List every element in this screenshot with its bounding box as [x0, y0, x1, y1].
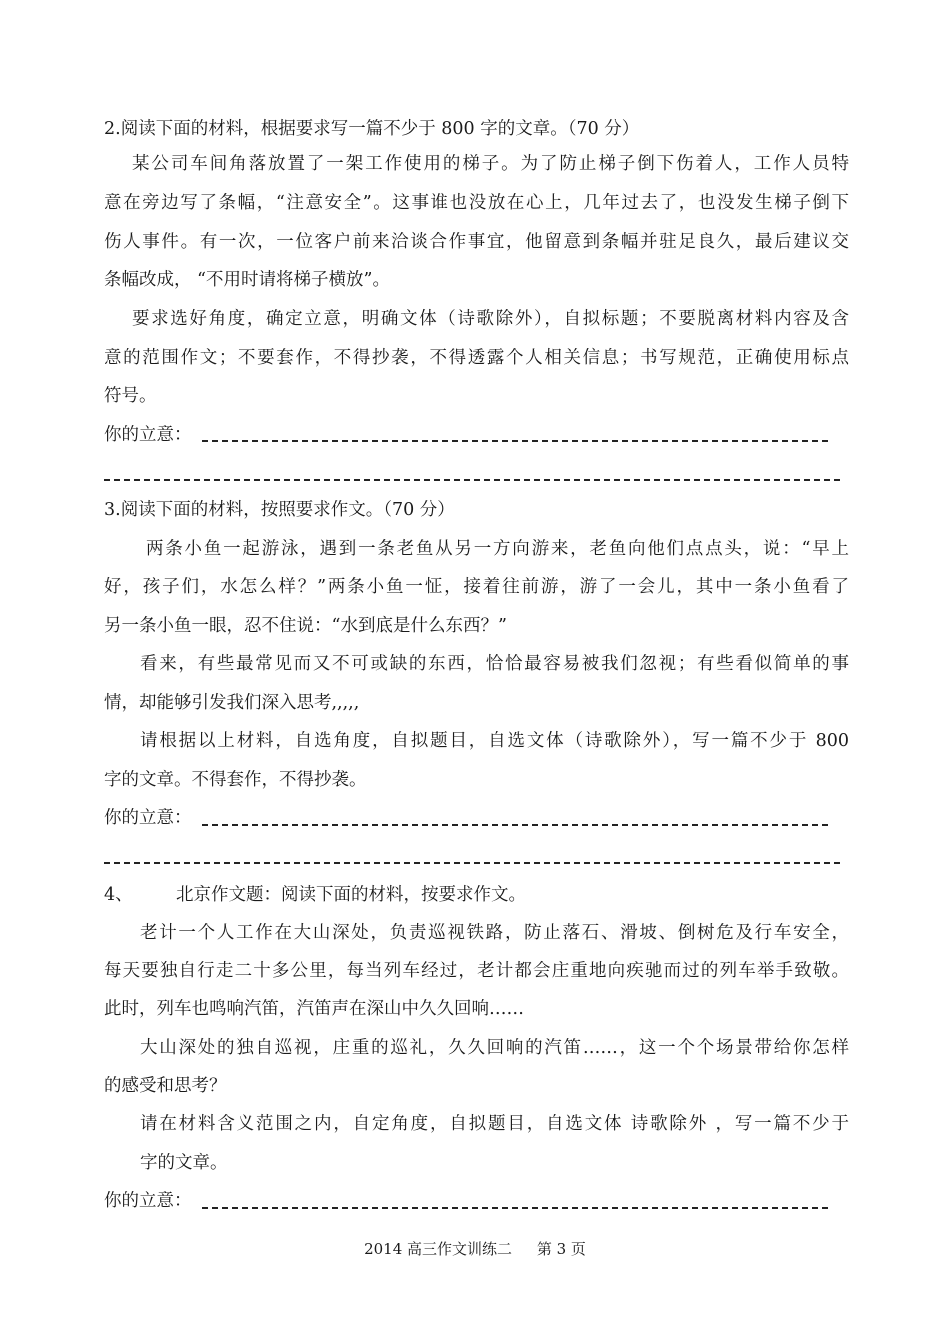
page-footer	[0, 1238, 950, 1260]
q3-material-line: 另一条小鱼一眼，忍不住说：“水到底是什么东西？”	[104, 616, 507, 636]
q3-material-line: 情，却能够引发我们深入思考,,,,,	[104, 693, 360, 713]
q2-requirement-line: 要求选好角度，确定立意，明确文体（诗歌除外），自拟标题；不要脱离材料内容及含	[132, 309, 849, 329]
q4-material-line: 老计一个人工作在大山深处，负责巡视铁路，防止落石、滑坡、倒树危及行车安全，	[140, 923, 849, 943]
q2-answer-label: 你的立意：	[104, 425, 192, 445]
q3-material-line: 好，孩子们，水怎么样？”两条小鱼一怔，接着往前游，游了一会儿，其中一条小鱼看了	[104, 577, 849, 597]
q4-requirement-line: 字的文章。	[140, 1153, 228, 1173]
q4-material-line: 每天要独自行走二十多公里，每当列车经过，老计都会庄重地向疾驰而过的列车举手致敬。	[104, 961, 849, 981]
q4-answer-line[interactable]	[202, 1207, 828, 1209]
q3-answer-line[interactable]	[104, 862, 840, 864]
q2-answer-line[interactable]	[104, 479, 840, 481]
footer-title: 2014 高三作文训练二	[364, 1240, 513, 1258]
q2-material-line: 条幅改成， “不用时请将梯子横放”。	[104, 270, 390, 290]
q3-answer-line[interactable]	[202, 824, 828, 826]
q3-material-line: 两条小鱼一起游泳，遇到一条老鱼从另一方向游来，老鱼向他们点点头，说：“早上	[146, 539, 849, 559]
q2-material-line: 意在旁边写了条幅，“注意安全”。这事谁也没放在心上，几年过去了，也没发生梯子倒下	[104, 193, 849, 213]
q4-requirement-line: 请在材料含义范围之内，自定角度，自拟题目，自选文体 诗歌除外 ，写一篇不少于	[140, 1114, 849, 1134]
q4-material-line: 此时，列车也鸣响汽笛，汽笛声在深山中久久回响……	[104, 999, 524, 1019]
q3-requirement-line: 字的文章。不得套作，不得抄袭。	[104, 770, 367, 790]
q2-answer-line[interactable]	[202, 440, 828, 442]
q4-answer-label: 你的立意：	[104, 1191, 192, 1211]
q4-material-line: 大山深处的独自巡视，庄重的巡礼，久久回响的汽笛……，这一个个场景带给你怎样	[140, 1038, 849, 1058]
q2-requirement-line: 符号。	[104, 386, 157, 406]
q3-answer-label: 你的立意：	[104, 808, 192, 828]
q3-requirement-line: 请根据以上材料，自选角度，自拟题目，自选文体（诗歌除外），写一篇不少于 800	[140, 731, 849, 751]
q2-heading: 2.阅读下面的材料，根据要求写一篇不少于 800 字的文章。（70 分）	[104, 119, 640, 139]
q4-material-line: 的感受和思考？	[104, 1076, 227, 1096]
q3-material-line: 看来，有些最常见而又不可或缺的东西，恰恰最容易被我们忽视；有些看似简单的事	[140, 654, 849, 674]
q4-number: 4、	[104, 885, 133, 905]
q2-requirement-line: 意的范围作文；不要套作，不得抄袭，不得透露个人相关信息；书写规范，正确使用标点	[104, 348, 849, 368]
q4-heading: 北京作文题：阅读下面的材料，按要求作文。	[176, 885, 526, 905]
q2-material-line: 某公司车间角落放置了一架工作使用的梯子。为了防止梯子倒下伤着人，工作人员特	[132, 154, 849, 174]
footer-page-number: 第 3 页	[536, 1240, 586, 1258]
q3-heading: 3.阅读下面的材料，按照要求作文。（70 分）	[104, 500, 455, 520]
q2-material-line: 伤人事件。有一次，一位客户前来洽谈合作事宜，他留意到条幅并驻足良久，最后建议交	[104, 232, 849, 252]
